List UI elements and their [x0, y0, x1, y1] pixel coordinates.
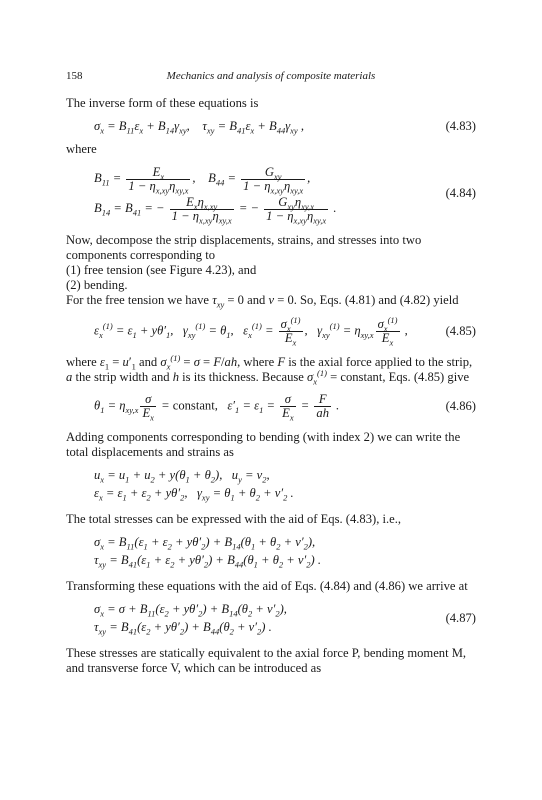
paragraph-transforming: Transforming these equations with the aid of Eqs. (4.84) and (4.86) we arrive at: [66, 579, 468, 593]
equation-total-stresses-math: $\sigma_x = B_{11}(\varepsilon_1 + \varepsilon_2 + y\theta'_2) + B_{14}(\theta_1 + \theta_2 + v'_2)$, $\tau_{xy} = B_{41}(\varepsilon_1 + \varepsilon_2 + y\theta'_2) + B_{44}(\theta_1 + \theta_2 + v'_2)$ .: [94, 535, 322, 570]
paragraph-where-strip: where $\varepsilon_1 = u'_1$ and $\sigma_x^{(1)} = \sigma = F/ah$, where F is the axial force applied to the strip, a the strip width and h is its thickness. Because $\sigma_x^{(1)}$ = constant, Eqs. (4.85) give: [66, 352, 473, 387]
equation-4-87: [66, 600, 476, 636]
page-number: 158: [66, 70, 83, 82]
equation-number: (4.87): [445, 610, 476, 625]
equation-total-stresses: [66, 533, 476, 569]
paragraph-total-stresses: The total stresses can be expressed with the aid of Eqs. (4.83), i.e.,: [66, 512, 402, 526]
paragraph-inverse-form: The inverse form of these equations is: [66, 96, 259, 110]
equation-4-84-math: $B_{11}$ = $\frac{E_x}{1 - \eta_{x,xy}\eta_{xy,x}}$ , $B_{44}$ = $\frac{G_{xy}}{1 - \eta_{x,xy}\eta_{xy,x}}$ , $B_{14} = B_{41}$ = − $\frac{E_x\eta_{x,xy}}{1 - \eta_{x,xy}\eta_{xy,x}}$ = − $\frac{G_{xy}\eta_{xy,x}}{1 - \eta_{x,xy}\eta_{xy,x}}$ .: [94, 164, 337, 226]
page-body: [66, 96, 476, 676]
equation-number: (4.83): [445, 119, 476, 133]
paragraph-free-tension: For the free tension we have $\tau_{xy} = 0$ and v = 0. So, Eqs. (4.81) and (4.82) yield: [66, 293, 459, 310]
word-where: where: [66, 142, 97, 156]
equation-number: (4.84): [445, 185, 476, 200]
paragraph-adding-components: Adding components corresponding to bending (with index 2) we can write the total displacements and strains as: [66, 430, 461, 459]
equation-4-83-math: $\sigma_x = B_{11}\varepsilon_x + B_{14}\gamma_{xy}$, $\tau_{xy} = B_{41}\varepsilon_x + B_{44}\gamma_{xy}$ ,: [94, 119, 304, 136]
equation-4-85: [66, 314, 476, 348]
paragraph-statically-equivalent: These stresses are statically equivalent to the axial force P, bending moment M, and transverse force V, which can be introduced as: [66, 646, 467, 675]
equation-number: (4.86): [445, 399, 476, 413]
equation-4-85-math: $\varepsilon_x^{(1)} = \varepsilon_1 + y\theta'_1$, $\gamma_{xy}^{(1)} = \theta_1$, $\varepsilon_x^{(1)}$ = $\frac{\sigma_x^{(1)}}{E_x}$ , $\gamma_{xy}^{(1)} = \eta_{xy,x}$ $\frac{\sigma_x^{(1)}}{E_x}$ ,: [94, 314, 408, 348]
running-title: Mechanics and analysis of composite materials: [166, 70, 376, 82]
equation-4-86: [66, 392, 476, 423]
equation-4-86-math: $\theta_1 = \eta_{xy,x}$ $\frac{\sigma}{E_x}$ = constant, $\varepsilon'_1 = \varepsilon_1$ = $\frac{\sigma}{E_x}$ = $\frac{F}{ah}$ .: [94, 392, 340, 423]
page-header: [66, 70, 476, 86]
equation-number: (4.85): [445, 324, 476, 338]
equation-4-83: [66, 119, 476, 134]
equation-total-displacements: [66, 466, 476, 502]
list-item-bending: (2) bending.: [66, 278, 128, 292]
paragraph-decompose: Now, decompose the strip displacements, strains, and stresses into two components corresponding to: [66, 233, 422, 262]
equation-4-87-math: $\sigma_x = \sigma + B_{11}(\varepsilon_2 + y\theta'_2) + B_{14}(\theta_2 + v'_2)$, $\tau_{xy} = B_{41}(\varepsilon_2 + y\theta'_2) + B_{44}(\theta_2 + v'_2)$ .: [94, 602, 287, 637]
list-item-free-tension: (1) free tension (see Figure 4.23), and: [66, 263, 257, 277]
equation-4-84: [66, 163, 476, 226]
equation-total-displacements-math: $u_x = u_1 + u_2 + y(\theta_1 + \theta_2)$, $u_y = v_2$, $\varepsilon_x = \varepsilon_1 + \varepsilon_2 + y\theta'_2$, $\gamma_{xy} = \theta_1 + \theta_2 + v'_2$ .: [94, 468, 294, 503]
